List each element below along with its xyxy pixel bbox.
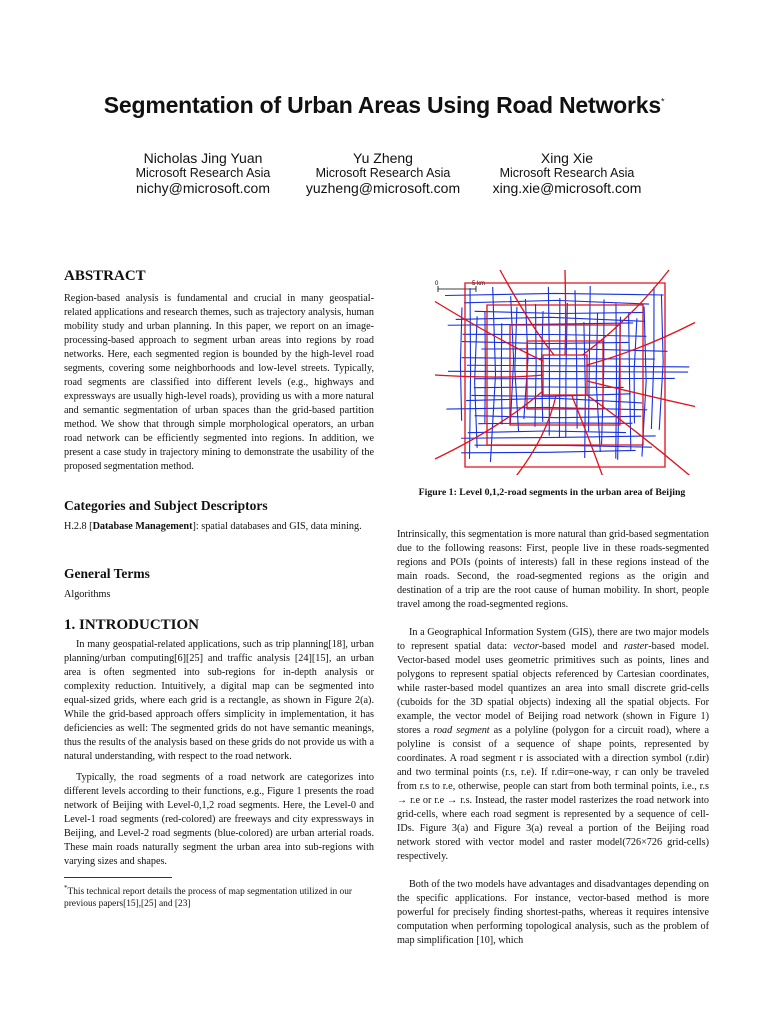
figure-caption: Figure 1: Level 0,1,2-road segments in the urban area of Beijing xyxy=(418,487,686,498)
level-2-road xyxy=(456,317,645,321)
paper-title: Segmentation of Urban Areas Using Road Networks* xyxy=(103,92,665,118)
author-affiliation: Microsoft Research Asia xyxy=(499,166,635,180)
level-2-road xyxy=(510,296,513,423)
level-2-road xyxy=(467,365,689,367)
level-2-road xyxy=(548,287,549,436)
level-2-road xyxy=(596,312,600,451)
right-paragraph-3: Both of the two models have advantages and disadvantages depending on the specific applications. For instance, vector-based method is more powerful for precisely finding shortest-paths, whereas it requires intensive computation when performing topological analysis, such as the problem of map simplification [10], which xyxy=(397,879,709,946)
categories-text: H.2.8 [Database Management]: spatial databases and GIS, data mining. xyxy=(64,521,362,532)
introduction-heading: 1. INTRODUCTION xyxy=(64,617,200,633)
level-2-road xyxy=(461,436,656,438)
level-2-road xyxy=(460,307,462,420)
right-paragraph-2: In a Geographical Information System (GIS), there are two major models to represent spatial data: vector-based model and raster-based model. Vector-based model uses geometric primitives such as points, lines and polygons to represent spatial objects referenced by Cartesian coordinates, while raster-based model quantizes an area into small discrete grid-cells (cuboids for the 3D spatial objects) indexing all the spatial objects. For example, the vector model of Beijing road network (shown in Figure 1) stores a road segment as a polyline (polygon for a circuit road), where a polyline is consist of a sequence of shape points, represented by coordinates. A road segment r is associated with a direction symbol (r.dir) and two terminal points (r.s, r.e). If r.dir=one-way, r can only be traveled from r.s to r.e, otherwise, people can start from both terminal points, i.e., r.s → r.e or r.e → r.s. Instead, the raster model rasterizes the road network into grid-cells, where each road segment is represented by a sequence of cell-IDs. Figure 3(a) and Figure 3(a) reveal a portion of the Beijing road network stored with vector model and raster model(726×726 grid-cells) respectively. xyxy=(397,627,709,862)
level-2-road xyxy=(501,323,502,424)
author-email: yuzheng@microsoft.com xyxy=(305,180,461,196)
author-block-3 xyxy=(457,151,677,196)
general-terms-text: Algorithms xyxy=(64,589,111,600)
level-2-road xyxy=(634,318,637,423)
categories-heading: Categories and Subject Descriptors xyxy=(64,498,268,513)
level-2-road xyxy=(448,371,688,372)
level-2-road xyxy=(463,334,647,336)
footnote-rule xyxy=(64,877,172,878)
abstract-heading: ABSTRACT xyxy=(64,268,146,284)
author-name: Xing Xie xyxy=(540,150,594,166)
right-paragraph-1: Intrinsically, this segmentation is more natural than grid-based segmentation due to the following reasons: First, people live in these roads-segmented regions and POIs (points of interests) fall in these regions instead of the main roads. Second, the road-segmented regions as the origin and destination of a trip are the root cause of human mobility. In short, people travel among the road-segmented regions. xyxy=(397,529,709,610)
expressway xyxy=(565,270,566,355)
level-2-road xyxy=(659,294,663,430)
footnote-mark: * xyxy=(64,884,68,892)
scale-end-label: 5 km xyxy=(472,281,486,287)
scale-start-label: 0 xyxy=(435,281,439,287)
categories-bold: Database Management xyxy=(92,521,193,532)
level-2-road xyxy=(490,287,495,462)
author-affiliation: Microsoft Research Asia xyxy=(315,166,451,180)
expressway xyxy=(587,395,695,475)
level-2-road xyxy=(464,300,649,304)
intro-paragraph-2: Typically, the road segments of a road network are categorizes into different levels according to their functions, e.g., Figure 1 presents the road network of Beijing with Level-0,1,2 road segments. Here, the Level-0 and Level-1 road segments (red-colored) are freeways and city expressways in Beijing, and Level-2 road segments (blue-colored) are urban arterial roads. These main roads naturally segment the urban area into sub-regions with varying sizes and shapes. xyxy=(64,772,374,867)
title-footnote-mark: * xyxy=(660,96,665,107)
abstract-text: Region-based analysis is fundamental and crucial in many geospatial-related applications and research themes, such as trajectory analysis, human mobility study and urban planning. In this paper, we report on an image-processing-based approach to segment urban areas into regions by road networks. Here, each segmented region is bounded by the high-level road segments, covering some neighborhoods and low-level streets. Typically, road segments are classified into different levels (e.g., highways and expressways are usually high-level roads), providing us with a more natural and semantic segmentation of urban spaces than the grid-based partition method. We show that through simple morphological operators, an urban road network can be efficiently segmented into regions. In addition, we present a case study in trajectory mining to demonstrate the usability of the proposed segmentation method. xyxy=(64,293,374,472)
intro-paragraph-1: In many geospatial-related applications, such as trip planning[18], urban planning/urban computing[6][25] and traffic analysis [24][15], an urban area is often segmented into sub-regions for in-depth analysis or complexity reduction. Intuitively, a digital map can be segmented into equal-sized grids, where each grid is a rectangle, as shown in Figure 2(a). While the grid-based approach offers simplicity in implementation, it has deficiencies as well: The segmented grids do not have semantic meanings, thus the results of the analysis based on these grids do not provide us with a natural understanding, with respect to the road network. xyxy=(64,639,374,762)
level-2-road xyxy=(474,387,624,388)
level-2-road xyxy=(475,311,644,313)
level-2-roads xyxy=(445,286,689,462)
level-2-road xyxy=(478,423,632,424)
author-email: xing.xie@microsoft.com xyxy=(492,180,642,196)
level-2-road xyxy=(469,288,470,459)
level-2-road xyxy=(462,358,655,359)
footnote: *This technical report details the process of map segmentation utilized in our previous papers[15],[25] and [23] xyxy=(64,884,353,910)
level-2-road xyxy=(629,313,631,450)
author-affiliation: Microsoft Research Asia xyxy=(135,166,271,180)
author-name: Nicholas Jing Yuan xyxy=(143,150,263,166)
level-2-road xyxy=(445,293,664,295)
level-2-road xyxy=(475,316,478,448)
author-email: nichy@microsoft.com xyxy=(135,180,271,196)
level-2-road xyxy=(481,349,667,352)
general-terms-heading: General Terms xyxy=(64,566,150,581)
level-2-road xyxy=(461,450,635,452)
beijing-road-network-figure xyxy=(420,265,700,475)
author-name: Yu Zheng xyxy=(353,150,413,166)
level-2-road xyxy=(651,287,654,429)
